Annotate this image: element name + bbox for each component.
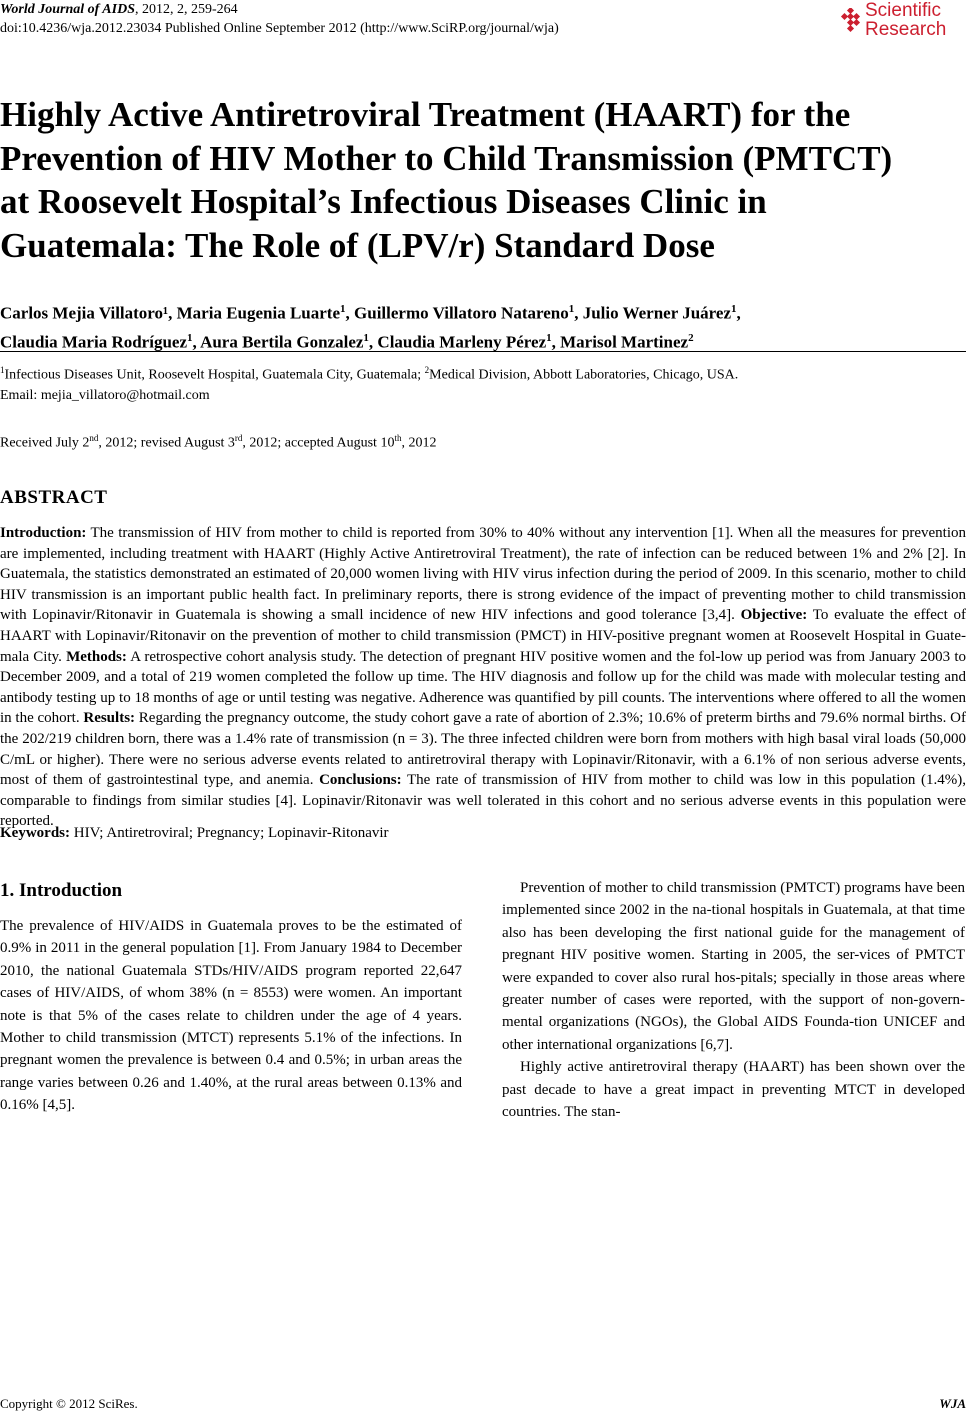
paragraph: The prevalence of HIV/AIDS in Guatemala proves to be the estimated of 0.9% in 2011 in the general population [1]. From January 1984 to December 2010, the national Guatemala STDs/HIV/AIDS program reported 22,647 cases of HIV/AIDS, of whom 38% (n = 8553) were women. An important note is that 5% of the cases relate to children under the age of 4 years. Mother to child transmission (MTCT) represents 5.1% of the infections. In pregnant women the prevalence is between 0.4 and 0.5%; in urban areas the range varies between 0.26 and 1.40%, at the rural areas between 0.13% and 0.16% [4,5].: [0, 918, 462, 1114]
doi-line: doi:10.4236/wja.2012.23034 Published Online September 2012 (http://www.SciRP.org/journal/wja): [0, 21, 559, 36]
author-name: Julio Werner Juárez: [582, 303, 731, 323]
affiliation-text: Infectious Diseases Unit, Roosevelt Hospital, Guatemala City, Guatemala;: [4, 367, 425, 383]
abstract-label: Conclusions:: [319, 772, 402, 789]
title-line: Highly Active Antiretroviral Treatment (HAART) for the: [0, 95, 851, 134]
title-line: at Roosevelt Hospital’s Infectious Diseases Clinic in: [0, 182, 767, 221]
journal-name: World Journal of AIDS: [0, 2, 135, 17]
abstract-heading: ABSTRACT: [0, 487, 108, 508]
journal-header: [0, 0, 559, 38]
received-dates: Received July 2nd, 2012; revised August 3rd, 2012; accepted August 10th, 2012: [0, 433, 437, 451]
section-heading: 1. Introduction: [0, 880, 123, 901]
copyright: Copyright © 2012 SciRes.: [0, 1396, 138, 1411]
author-name: Carlos Mejia Villatoro¹: [0, 303, 169, 323]
paragraph: Highly active antiretroviral therapy (HAART) has been shown over the past decade to have a great impact in preventing MTCT in developed countries. The stan-: [502, 1059, 965, 1121]
paper-title: [0, 93, 976, 267]
author-name: Claudia Marleny Pérez: [377, 332, 547, 352]
journal-citation: , 2012, 2, 259-264: [134, 2, 238, 17]
divider: [0, 351, 966, 352]
author-list: Carlos Mejia Villatoro¹, Maria Eugenia Luarte$^1$, Guillermo Villatoro Natareno$^1$, Julio Werner Juárez$^1$, Claudia Maria Rodríguez$^1$, Aura Bertila Gonzalez$^1$, Claudia Marleny Pérez$^1$, Marisol Martinez$^2$: [0, 303, 741, 352]
logo-text-line1: Scientific: [865, 0, 942, 21]
author-name: Aura Bertila Gonzalez: [200, 332, 364, 352]
abstract-label: Results:: [83, 710, 136, 727]
abstract-label: Objective:: [740, 607, 808, 624]
author-name: Marisol Martinez: [560, 332, 689, 352]
left-column: [0, 915, 462, 1117]
affiliations: $^1$Infectious Diseases Unit, Roosevelt Hospital, Guatemala City, Guatemala; $^2$Medical Division, Abbott Laboratories, Chicago, USA. Email: mejia_villatoro@hotmail.com: [0, 360, 738, 406]
author-name: Maria Eugenia Luarte: [176, 303, 341, 323]
affiliation-text: Medical Division, Abbott Laboratories, Chicago, USA.: [429, 367, 739, 383]
abstract-body: Introduction: The transmission of HIV from mother to child is reported from 30% to 40% without any intervention [1]. When all the measures for prevention are implemented, including treatment with HAART (Highly Active Antiretroviral Treatment), the rate of infection can be reduced between 1% and 2% [2]. In Guatemala, the statistics demonstrated an estimated of 20,000 women living with HIV virus infection during the period of 2009. In this scenario, mother to child HIV transmission is an important public health fact. In preliminary reports, there is strong evidence of the impact of preventing mother to child transmission with Lopinavir/Ritonavir in Guatemala is showing a small incidence of new HIV infections and good tolerance [3,4]. Objective: To evaluate the effect of HAART with Lopinavir/Ritonavir on the prevention of mother to child transmission (PMCT) in HIV-positive pregnant women at Roosevelt Hospital in Guate-mala City. Methods: A retrospective cohort analysis study. The detection of pregnant HIV positive women and the fol-low up period was from January 2003 to December 2009, and a total of 219 women completed the follow up time. The HIV diagnosis and follow up for the child was made with molecular testing and antibody testing up to 18 months of age or until testing was negative. Adherence was quantified by pill counts. The interventions where offered to all the women in the cohort. Results: Regarding the pregnancy outcome, the study cohort gave a rate of abortion of 2.3%; 10.6% of preterm births and 79.6% normal births. Of the 202/219 children born, there was a 1.4% rate of transmission (n = 3). The three infected children were born from mothers with high basal viral loads (50,000 C/mL or higher). There were no serious adverse events related to antiretroviral therapy with Lopinavir/Ritonavir, with a 6.1% of non serious adverse events, most of them of gastrointestinal type, and anemia. Conclusions: The rate of transmission of HIV from mother to child was low in this population (1.4%), comparable to findings from similar studies [4]. Lopinavir/Ritonavir was well tolerated in this cohort and no serious adverse events in this population were reported.: [0, 525, 966, 830]
logo-text-line2: Research: [865, 19, 947, 40]
logo-mark-icon: [839, 8, 863, 34]
paragraph: Prevention of mother to child transmission (PMTCT) programs have been implemented since 2002 in the na-tional hospitals in Guatemala, at that time also has been developing the first national guide for the management of pregnant HIV positive women. Starting in 2005, the ser-vices of PMTCT were expanded to cover also rural hos-pitals; specially in those areas where greater number of cases were reported, with the support of non-govern-mental organizations (NGOs), the Global AIDS Founda-tion UNICEF and other international organizations [6,7].: [502, 880, 965, 1053]
abstract-label: Introduction:: [0, 525, 87, 541]
title-line: Guatemala: The Role of (LPV/r) Standard Dose: [0, 225, 715, 265]
abstract-label: Methods:: [66, 648, 127, 665]
author-name: Guillermo Villatoro Natareno: [354, 303, 569, 323]
keywords-text: HIV; Antiretroviral; Pregnancy; Lopinavir-Ritonavir: [70, 825, 389, 841]
keywords: [0, 823, 389, 843]
page-footer: [0, 1396, 966, 1412]
author-email: Email: mejia_villatoro@hotmail.com: [0, 387, 210, 403]
right-column: [502, 877, 965, 1123]
keywords-label: Keywords:: [0, 825, 70, 841]
publisher-logo: [839, 2, 964, 42]
author-name: Claudia Maria Rodríguez: [0, 332, 187, 352]
title-line: Prevention of HIV Mother to Child Transmission (PMTCT): [0, 138, 893, 178]
footer-journal: WJA: [939, 1396, 966, 1411]
